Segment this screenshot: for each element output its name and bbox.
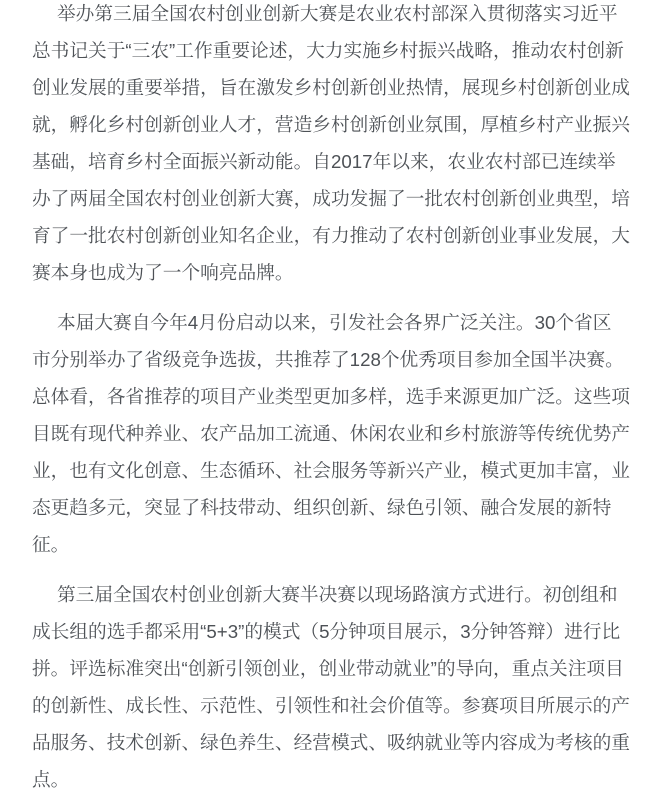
paragraph-current-competition-overview: 本届大赛自今年4月份启动以来，引发社会各界广泛关注。30个省区市分别举办了省级竞争选拔，共推荐了128个优秀项目参加全国半决赛。总体看，各省推荐的项目产业类型更加多样，选手来源更加广泛。这些项目既有现代种养业、农产品加工流通、休闲农业和乡村旅游等传统优势产业，也有文化创意、生态循环、社会服务等新兴产业，模式更加丰富，业态更趋多元，突显了科技带动、组织创新、绿色引领、融合发展的新特征。: [32, 312, 630, 555]
paragraph-semifinal-format: 第三届全国农村创业创新大赛半决赛以现场路演方式进行。初创组和成长组的选手都采用“5+3”的模式（5分钟项目展示，3分钟答辩）进行比拼。评选标准突出“创新引领创业，创业带动就业”的导向，重点关注项目的创新性、成长性、示范性、引领性和社会价值等。参赛项目所展示的产品服务、技术创新、绿色养生、经营模式、吸纳就业等内容成为考核的重点。: [32, 584, 630, 790]
paragraph-competition-background: 举办第三届全国农村创业创新大赛是农业农村部深入贯彻落实习近平总书记关于“三农”工作重要论述，大力实施乡村振兴战略，推动农村创新创业发展的重要举措，旨在激发乡村创新创业热情，展现乡村创新创业成就，孵化乡村创新创业人才，营造乡村创新创业氛围，厚植乡村产业振兴基础，培育乡村全面振兴新动能。自2017年以来，农业农村部已连续举办了两届全国农村创业创新大赛，成功发掘了一批农村创新创业典型，培育了一批农村创新创业知名企业，有力推动了农村创新创业事业发展，大赛本身也成为了一个响亮品牌。: [32, 3, 630, 283]
